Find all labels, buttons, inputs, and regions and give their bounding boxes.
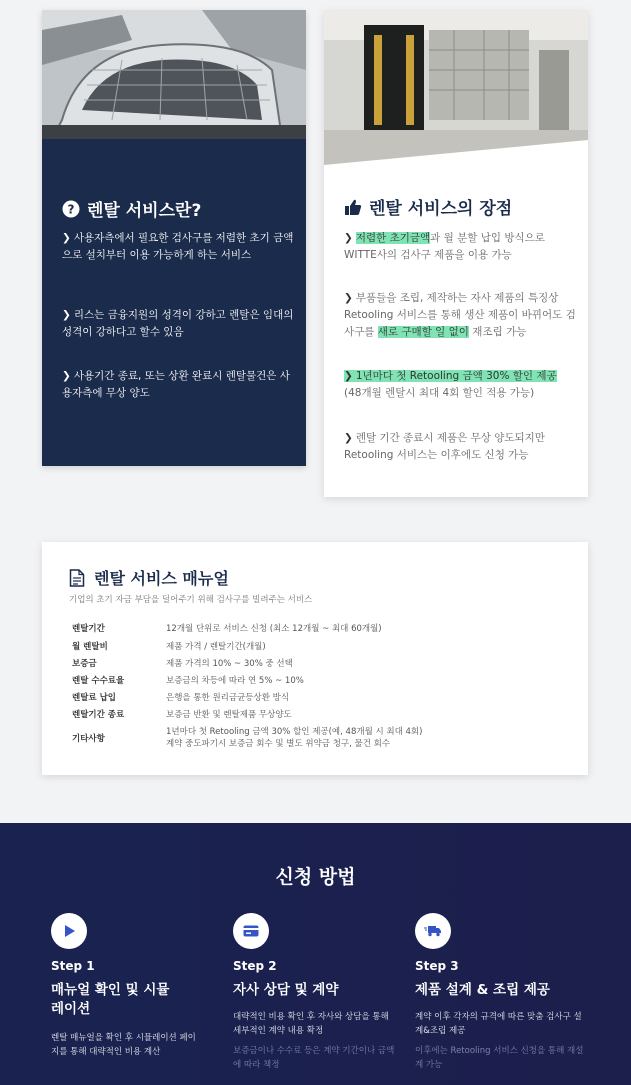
manual-subtitle: 기업의 초기 자금 부담을 덜어주기 위해 검사구를 빌려주는 서비스 [69,595,313,605]
card-icon [233,913,269,949]
step-1: Step 1 매뉴얼 확인 및 시뮬레이션 렌탈 매뉴얼을 확인 후 시뮬레이션 페이지를 통해 대략적인 비용 계산 [51,913,221,1059]
chevron-right-icon: ❯ [62,232,71,244]
bullet-item: ❯ 사용자측에서 필요한 검사구를 저렴한 초기 금액으로 설치부터 이용 가능하게 하는 서비스 [62,232,294,261]
apply-method-section [0,823,631,1085]
svg-text:?: ? [67,202,75,216]
question-circle-icon [62,200,80,218]
manual-row: 렌탈기간 종료 보증금 반환 및 렌탈제품 무상양도 [72,710,292,720]
step-2: Step 2 자사 상담 및 계약 대략적인 비용 확인 후 자사와 상담을 통해 세부적인 계약 내용 확정 보증금이나 수수료 등은 계약 기간이나 금액에 따라 책정 [233,913,403,1072]
bullet-item: ❯ 리스는 금융지원의 성격이 강하고 렌탈은 임대의 성격이 강하다고 할수 있음 [62,309,294,338]
document-icon [69,569,85,587]
play-icon [51,913,87,949]
truck-icon [415,913,451,949]
rental-advantages-card [324,10,588,497]
manual-row: 기타사항 1년마다 첫 Retooling 금액 30% 할인 제공(예, 48개월 시 최대 4회) 계약 중도파기시 보증금 회수 및 별도 위약금 청구, 물건 회수 [72,727,423,749]
card-title [344,194,512,219]
chevron-right-icon: ❯ [62,370,71,382]
chevron-right-icon: ❯ [344,292,353,304]
rental-manual-panel [42,542,588,775]
bullet-item: ❯ 저렴한 초기금액과 월 분할 납입 방식으로 WITTE사의 검사구 제품을 이용 가능 [344,232,545,261]
card-title-text: 렌탈 서비스란? [87,201,202,221]
bullet-item: ❯ 부품들을 조립, 제작하는 자사 제품의 특징상 Retooling 서비스를 통해 생산 제품이 바뀌어도 검사구를 새로 구매할 일 없이 재조립 가능 [344,292,576,338]
bullet-item: ❯ 렌탈 기간 종료시 제품은 무상 양도되지만 Retooling 서비스는 이후에도 신청 가능 [344,432,545,461]
step-3: Step 3 제품 설계 & 조립 제공 계약 이후 각자의 규격에 따른 맞춤 검사구 설계&조립 제공 이후에는 Retooling 서비스 신청을 통해 재설계 가능 [415,913,585,1072]
card-title-text: 렌탈 서비스의 장점 [369,199,513,219]
apply-title: 신청 방법 [275,866,356,888]
thumbs-up-icon [344,198,362,216]
manual-row: 렌탈기간 12개월 단위로 서비스 신청 (최소 12개월 ~ 최대 60개월) [72,624,382,634]
bullet-item: ❯ 1년마다 첫 Retooling 금액 30% 할인 제공 (48개월 렌탈시 최대 4회 할인 적용 가능) [344,370,557,399]
rental-service-card [42,10,306,466]
card-title [62,196,201,221]
manual-row: 렌탈 수수료율 보증금의 차등에 따라 연 5% ~ 10% [72,676,304,686]
manual-title: 렌탈 서비스 매뉴얼 [69,566,229,589]
manual-row: 렌탈료 납입 은행을 통한 원리금균등상환 방식 [72,693,290,703]
car-inspection-photo [42,10,306,139]
chevron-right-icon: ❯ [344,370,353,382]
chevron-right-icon: ❯ [344,232,353,244]
chevron-right-icon: ❯ [62,309,71,321]
manual-row: 월 렌탈비 제품 가격 / 렌탈기간(개월) [72,642,266,652]
manual-row: 보증금 제품 가격의 10% ~ 30% 중 선택 [72,659,293,669]
chevron-right-icon: ❯ [344,432,353,444]
bullet-item: ❯ 사용기간 종료, 또는 상환 완료시 렌탈물건은 사용자측에 무상 양도 [62,370,290,399]
factory-photo [324,10,588,178]
